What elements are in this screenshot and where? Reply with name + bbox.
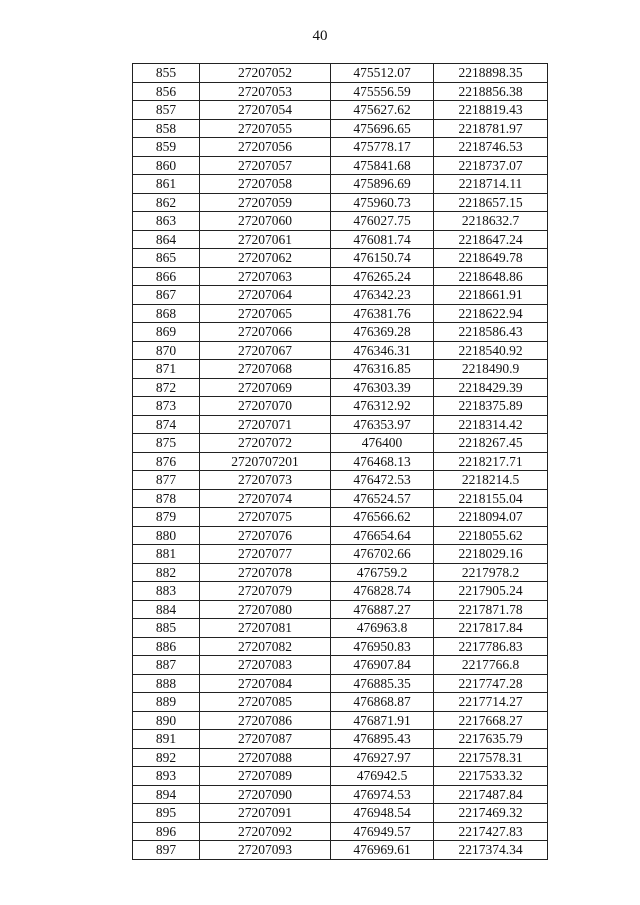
table-row xyxy=(133,138,548,157)
table-row xyxy=(133,674,548,693)
point-number-cell: 888 xyxy=(133,674,200,693)
y-coordinate-cell: 2218648.86 xyxy=(434,267,548,286)
x-coordinate-cell: 476702.66 xyxy=(331,545,434,564)
table-row xyxy=(133,563,548,582)
point-id-cell: 27207064 xyxy=(200,286,331,305)
point-number-cell: 895 xyxy=(133,804,200,823)
point-id-cell: 27207093 xyxy=(200,841,331,860)
point-number-cell: 856 xyxy=(133,82,200,101)
x-coordinate-cell: 476887.27 xyxy=(331,600,434,619)
table-row xyxy=(133,378,548,397)
y-coordinate-cell: 2217578.31 xyxy=(434,748,548,767)
x-coordinate-cell: 476963.8 xyxy=(331,619,434,638)
point-id-cell: 27207082 xyxy=(200,637,331,656)
point-number-cell: 897 xyxy=(133,841,200,860)
y-coordinate-cell: 2218714.11 xyxy=(434,175,548,194)
x-coordinate-cell: 475841.68 xyxy=(331,156,434,175)
point-number-cell: 871 xyxy=(133,360,200,379)
point-number-cell: 857 xyxy=(133,101,200,120)
point-number-cell: 875 xyxy=(133,434,200,453)
point-id-cell: 27207052 xyxy=(200,64,331,83)
point-number-cell: 896 xyxy=(133,822,200,841)
x-coordinate-cell: 476353.97 xyxy=(331,415,434,434)
y-coordinate-cell: 2217668.27 xyxy=(434,711,548,730)
point-number-cell: 863 xyxy=(133,212,200,231)
y-coordinate-cell: 2218746.53 xyxy=(434,138,548,157)
table-row xyxy=(133,193,548,212)
y-coordinate-cell: 2217487.84 xyxy=(434,785,548,804)
table-row xyxy=(133,360,548,379)
x-coordinate-cell: 476950.83 xyxy=(331,637,434,656)
point-number-cell: 878 xyxy=(133,489,200,508)
point-number-cell: 882 xyxy=(133,563,200,582)
x-coordinate-cell: 476974.53 xyxy=(331,785,434,804)
point-id-cell: 27207075 xyxy=(200,508,331,527)
point-number-cell: 869 xyxy=(133,323,200,342)
point-number-cell: 872 xyxy=(133,378,200,397)
y-coordinate-cell: 2217714.27 xyxy=(434,693,548,712)
table-row xyxy=(133,82,548,101)
point-number-cell: 866 xyxy=(133,267,200,286)
table-row xyxy=(133,693,548,712)
point-id-cell: 27207078 xyxy=(200,563,331,582)
table-row xyxy=(133,341,548,360)
y-coordinate-cell: 2218214.5 xyxy=(434,471,548,490)
point-number-cell: 861 xyxy=(133,175,200,194)
y-coordinate-cell: 2217817.84 xyxy=(434,619,548,638)
point-number-cell: 870 xyxy=(133,341,200,360)
x-coordinate-cell: 476907.84 xyxy=(331,656,434,675)
y-coordinate-cell: 2218647.24 xyxy=(434,230,548,249)
y-coordinate-cell: 2218155.04 xyxy=(434,489,548,508)
x-coordinate-cell: 476027.75 xyxy=(331,212,434,231)
point-id-cell: 27207084 xyxy=(200,674,331,693)
x-coordinate-cell: 476969.61 xyxy=(331,841,434,860)
y-coordinate-cell: 2218898.35 xyxy=(434,64,548,83)
point-number-cell: 862 xyxy=(133,193,200,212)
table-row xyxy=(133,249,548,268)
x-coordinate-cell: 476868.87 xyxy=(331,693,434,712)
point-id-cell: 27207091 xyxy=(200,804,331,823)
x-coordinate-cell: 475556.59 xyxy=(331,82,434,101)
x-coordinate-cell: 476316.85 xyxy=(331,360,434,379)
y-coordinate-cell: 2218586.43 xyxy=(434,323,548,342)
y-coordinate-cell: 2217978.2 xyxy=(434,563,548,582)
point-id-cell: 2720707201 xyxy=(200,452,331,471)
point-id-cell: 27207057 xyxy=(200,156,331,175)
y-coordinate-cell: 2217766.8 xyxy=(434,656,548,675)
table-row xyxy=(133,711,548,730)
y-coordinate-cell: 2217374.34 xyxy=(434,841,548,860)
x-coordinate-cell: 476948.54 xyxy=(331,804,434,823)
point-id-cell: 27207066 xyxy=(200,323,331,342)
x-coordinate-cell: 476871.91 xyxy=(331,711,434,730)
x-coordinate-cell: 476303.39 xyxy=(331,378,434,397)
x-coordinate-cell: 476524.57 xyxy=(331,489,434,508)
point-id-cell: 27207085 xyxy=(200,693,331,712)
point-id-cell: 27207092 xyxy=(200,822,331,841)
x-coordinate-cell: 476885.35 xyxy=(331,674,434,693)
x-coordinate-cell: 476369.28 xyxy=(331,323,434,342)
y-coordinate-cell: 2217747.28 xyxy=(434,674,548,693)
point-number-cell: 885 xyxy=(133,619,200,638)
point-id-cell: 27207088 xyxy=(200,748,331,767)
y-coordinate-cell: 2218856.38 xyxy=(434,82,548,101)
point-number-cell: 860 xyxy=(133,156,200,175)
x-coordinate-cell: 475896.69 xyxy=(331,175,434,194)
point-number-cell: 893 xyxy=(133,767,200,786)
y-coordinate-cell: 2218055.62 xyxy=(434,526,548,545)
point-id-cell: 27207087 xyxy=(200,730,331,749)
point-id-cell: 27207055 xyxy=(200,119,331,138)
table-row xyxy=(133,748,548,767)
x-coordinate-cell: 476759.2 xyxy=(331,563,434,582)
point-number-cell: 868 xyxy=(133,304,200,323)
table-row xyxy=(133,267,548,286)
point-id-cell: 27207060 xyxy=(200,212,331,231)
table-row xyxy=(133,526,548,545)
table-row xyxy=(133,619,548,638)
y-coordinate-cell: 2218661.91 xyxy=(434,286,548,305)
point-number-cell: 858 xyxy=(133,119,200,138)
point-number-cell: 873 xyxy=(133,397,200,416)
point-id-cell: 27207083 xyxy=(200,656,331,675)
y-coordinate-cell: 2217469.32 xyxy=(434,804,548,823)
y-coordinate-cell: 2218781.97 xyxy=(434,119,548,138)
point-number-cell: 877 xyxy=(133,471,200,490)
x-coordinate-cell: 475512.07 xyxy=(331,64,434,83)
x-coordinate-cell: 476312.92 xyxy=(331,397,434,416)
point-number-cell: 879 xyxy=(133,508,200,527)
y-coordinate-cell: 2218314.42 xyxy=(434,415,548,434)
table-row xyxy=(133,156,548,175)
y-coordinate-cell: 2218540.92 xyxy=(434,341,548,360)
table-row xyxy=(133,489,548,508)
point-id-cell: 27207089 xyxy=(200,767,331,786)
y-coordinate-cell: 2218429.39 xyxy=(434,378,548,397)
coordinates-table xyxy=(132,63,548,860)
point-number-cell: 886 xyxy=(133,637,200,656)
point-id-cell: 27207068 xyxy=(200,360,331,379)
x-coordinate-cell: 476468.13 xyxy=(331,452,434,471)
table-row xyxy=(133,804,548,823)
point-id-cell: 27207080 xyxy=(200,600,331,619)
table-row xyxy=(133,545,548,564)
point-number-cell: 884 xyxy=(133,600,200,619)
table-row xyxy=(133,434,548,453)
point-number-cell: 876 xyxy=(133,452,200,471)
table-row xyxy=(133,323,548,342)
y-coordinate-cell: 2218632.7 xyxy=(434,212,548,231)
table-row xyxy=(133,415,548,434)
point-id-cell: 27207090 xyxy=(200,785,331,804)
point-id-cell: 27207070 xyxy=(200,397,331,416)
table-row xyxy=(133,101,548,120)
point-number-cell: 887 xyxy=(133,656,200,675)
y-coordinate-cell: 2218490.9 xyxy=(434,360,548,379)
table-row xyxy=(133,286,548,305)
y-coordinate-cell: 2217905.24 xyxy=(434,582,548,601)
table-row xyxy=(133,767,548,786)
y-coordinate-cell: 2218622.94 xyxy=(434,304,548,323)
y-coordinate-cell: 2218029.16 xyxy=(434,545,548,564)
table-row xyxy=(133,397,548,416)
y-coordinate-cell: 2217533.32 xyxy=(434,767,548,786)
x-coordinate-cell: 476895.43 xyxy=(331,730,434,749)
x-coordinate-cell: 476381.76 xyxy=(331,304,434,323)
point-number-cell: 855 xyxy=(133,64,200,83)
table-row xyxy=(133,582,548,601)
x-coordinate-cell: 476342.23 xyxy=(331,286,434,305)
table-row xyxy=(133,600,548,619)
x-coordinate-cell: 476927.97 xyxy=(331,748,434,767)
y-coordinate-cell: 2218267.45 xyxy=(434,434,548,453)
table-row xyxy=(133,452,548,471)
point-number-cell: 880 xyxy=(133,526,200,545)
point-id-cell: 27207063 xyxy=(200,267,331,286)
x-coordinate-cell: 476346.31 xyxy=(331,341,434,360)
y-coordinate-cell: 2217635.79 xyxy=(434,730,548,749)
y-coordinate-cell: 2218094.07 xyxy=(434,508,548,527)
table-row xyxy=(133,785,548,804)
point-id-cell: 27207081 xyxy=(200,619,331,638)
point-number-cell: 865 xyxy=(133,249,200,268)
x-coordinate-cell: 475960.73 xyxy=(331,193,434,212)
point-id-cell: 27207077 xyxy=(200,545,331,564)
point-id-cell: 27207071 xyxy=(200,415,331,434)
x-coordinate-cell: 475627.62 xyxy=(331,101,434,120)
point-id-cell: 27207067 xyxy=(200,341,331,360)
y-coordinate-cell: 2218819.43 xyxy=(434,101,548,120)
point-id-cell: 27207079 xyxy=(200,582,331,601)
table-row xyxy=(133,175,548,194)
table-row xyxy=(133,730,548,749)
point-number-cell: 883 xyxy=(133,582,200,601)
point-number-cell: 859 xyxy=(133,138,200,157)
point-id-cell: 27207069 xyxy=(200,378,331,397)
point-number-cell: 874 xyxy=(133,415,200,434)
x-coordinate-cell: 475696.65 xyxy=(331,119,434,138)
y-coordinate-cell: 2218217.71 xyxy=(434,452,548,471)
point-id-cell: 27207056 xyxy=(200,138,331,157)
point-number-cell: 890 xyxy=(133,711,200,730)
x-coordinate-cell: 476472.53 xyxy=(331,471,434,490)
coordinates-table-body xyxy=(133,64,548,860)
x-coordinate-cell: 476081.74 xyxy=(331,230,434,249)
y-coordinate-cell: 2218737.07 xyxy=(434,156,548,175)
table-row xyxy=(133,637,548,656)
page-number: 40 xyxy=(312,28,328,44)
point-id-cell: 27207058 xyxy=(200,175,331,194)
table-row xyxy=(133,841,548,860)
x-coordinate-cell: 476150.74 xyxy=(331,249,434,268)
point-id-cell: 27207086 xyxy=(200,711,331,730)
point-id-cell: 27207053 xyxy=(200,82,331,101)
point-number-cell: 864 xyxy=(133,230,200,249)
point-id-cell: 27207072 xyxy=(200,434,331,453)
y-coordinate-cell: 2218375.89 xyxy=(434,397,548,416)
y-coordinate-cell: 2218657.15 xyxy=(434,193,548,212)
point-id-cell: 27207073 xyxy=(200,471,331,490)
table-row xyxy=(133,471,548,490)
point-number-cell: 891 xyxy=(133,730,200,749)
point-number-cell: 894 xyxy=(133,785,200,804)
table-row xyxy=(133,119,548,138)
point-id-cell: 27207061 xyxy=(200,230,331,249)
table-row xyxy=(133,230,548,249)
x-coordinate-cell: 476942.5 xyxy=(331,767,434,786)
x-coordinate-cell: 476654.64 xyxy=(331,526,434,545)
x-coordinate-cell: 475778.17 xyxy=(331,138,434,157)
x-coordinate-cell: 476949.57 xyxy=(331,822,434,841)
point-id-cell: 27207076 xyxy=(200,526,331,545)
point-id-cell: 27207062 xyxy=(200,249,331,268)
point-id-cell: 27207054 xyxy=(200,101,331,120)
y-coordinate-cell: 2217871.78 xyxy=(434,600,548,619)
point-number-cell: 889 xyxy=(133,693,200,712)
point-number-cell: 867 xyxy=(133,286,200,305)
y-coordinate-cell: 2217786.83 xyxy=(434,637,548,656)
table-row xyxy=(133,508,548,527)
table-row xyxy=(133,822,548,841)
table-row xyxy=(133,656,548,675)
point-id-cell: 27207059 xyxy=(200,193,331,212)
table-row xyxy=(133,304,548,323)
y-coordinate-cell: 2218649.78 xyxy=(434,249,548,268)
point-id-cell: 27207074 xyxy=(200,489,331,508)
table-row xyxy=(133,212,548,231)
x-coordinate-cell: 476265.24 xyxy=(331,267,434,286)
point-number-cell: 881 xyxy=(133,545,200,564)
point-id-cell: 27207065 xyxy=(200,304,331,323)
x-coordinate-cell: 476400 xyxy=(331,434,434,453)
table-row xyxy=(133,64,548,83)
y-coordinate-cell: 2217427.83 xyxy=(434,822,548,841)
x-coordinate-cell: 476828.74 xyxy=(331,582,434,601)
point-number-cell: 892 xyxy=(133,748,200,767)
x-coordinate-cell: 476566.62 xyxy=(331,508,434,527)
